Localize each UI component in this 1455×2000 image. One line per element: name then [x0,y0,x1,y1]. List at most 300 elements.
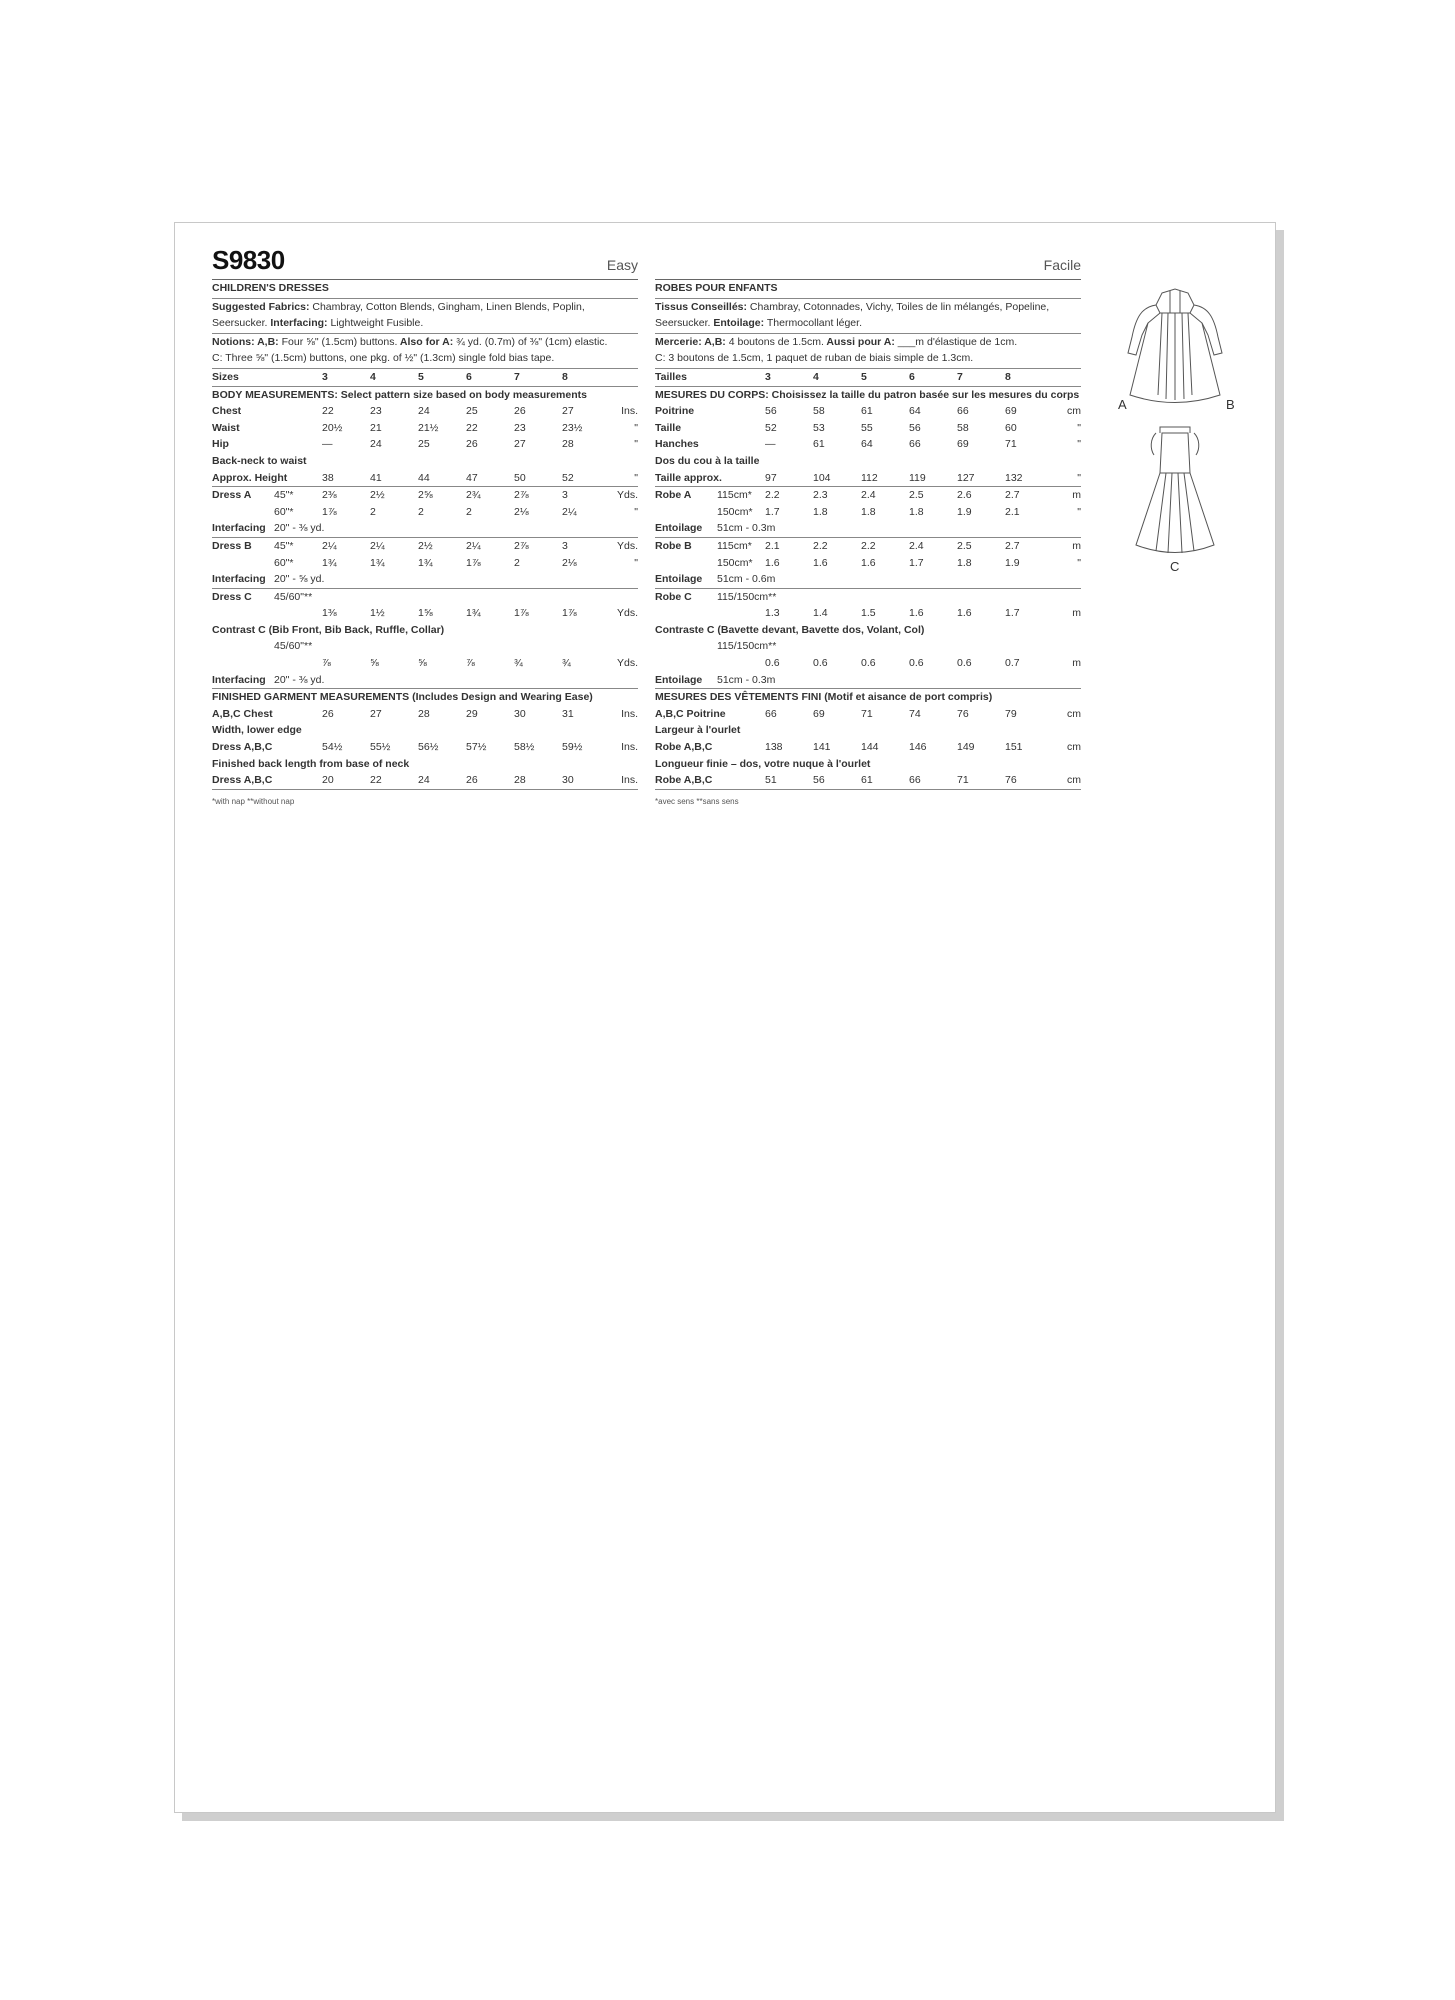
row-label: Interfacing [212,573,266,586]
cell-value [514,520,562,537]
row-label: A,B,C Poitrine [655,707,726,720]
cell-unit [1053,672,1081,689]
cell-value: 2⅞ [514,489,529,502]
table-row [655,504,1081,521]
row-label: A,B,C Chest [212,707,273,720]
cell-value: 0.6 [861,657,876,670]
cell-value: 1.6 [861,556,876,569]
cell-unit: Ins. [621,774,638,787]
cell-value: 2.5 [909,489,924,502]
cell-unit: " [1077,471,1081,484]
fabrics-en: Suggested Fabrics: Chambray, Cotton Blends, Gingham, Linen Blends, Poplin, Seersucker. Interfacing: Lightweight Fusible. [212,299,638,334]
row-subtype [717,436,765,453]
cell-value: 58½ [514,741,535,754]
cell-value [909,672,957,689]
cell-value: 2.2 [813,539,828,552]
cell-value: 141 [813,741,831,754]
size-value: 3 [322,370,328,383]
cell-unit: " [1077,556,1081,569]
table-dress_b_rows [655,538,1081,589]
cell-value [957,589,1005,606]
cell-value [514,571,562,588]
cell-value: 20 [322,774,334,787]
cell-value [466,520,514,537]
header-fr [655,253,1081,280]
table-row [212,520,638,537]
cell-value [909,571,957,588]
cell-value: 27 [514,438,526,451]
cell-value [514,672,562,689]
row-subtype [274,420,322,437]
cell-value: 61 [861,774,873,787]
cell-value [957,638,1005,655]
table-row [655,706,1081,723]
row-label: Dress C [212,590,252,603]
table-row [212,470,638,487]
cell-value: 149 [957,741,975,754]
cell-value: 2¼ [370,539,385,552]
cell-value [514,638,562,655]
cell-value: 52 [765,421,777,434]
sizes-row [212,369,638,387]
cell-value: 2⅛ [562,556,577,569]
garment-illustrations [1110,283,1240,573]
row-label: Robe C [655,590,692,603]
table-row [212,706,638,723]
cell-value: ¾ [514,657,523,670]
cell-value: 66 [957,405,969,418]
cell-unit: Ins. [621,741,638,754]
cell-value: 1⅞ [562,607,577,620]
cell-value: 1.5 [861,607,876,620]
row-subtype: 45/60"** [274,640,313,653]
size-value: 6 [909,370,915,383]
cell-value [1005,672,1053,689]
table-row [655,605,1081,622]
cell-value [861,520,909,537]
notions-fr: Mercerie: A,B: 4 boutons de 1.5cm. Aussi pour A: ___m d'élastique de 1cm. C: 3 boutons de 1.5cm, 1 paquet de ruban de biais simple de 1.3cm. [655,334,1081,369]
row-label [212,605,274,622]
cell-unit [1053,571,1081,588]
cell-value: 71 [1005,438,1017,451]
fabrics-fr: Tissus Conseillés: Chambray, Cotonnades, Vichy, Toiles de lin mélangés, Popeline, Seersucker. Entoilage: Thermocollant léger. [655,299,1081,334]
table-row [655,655,1081,672]
row-label: Longueur finie – dos, votre nuque à l'ourlet [655,757,871,770]
cell-value: 2.5 [957,539,972,552]
body-heading: BODY MEASUREMENTS: Select pattern size based on body measurements [212,388,587,401]
cell-value: 127 [957,471,975,484]
tables-fr [655,369,1081,790]
table-row [212,756,638,773]
cell-value: 1¾ [322,556,337,569]
cell-unit: Yds. [616,539,638,552]
cell-value: 60 [1005,421,1017,434]
cell-unit: cm [1067,741,1081,754]
cell-value: 53 [813,421,825,434]
cell-unit: Yds. [616,489,638,502]
cell-value: 22 [370,774,382,787]
table-row [655,571,1081,588]
cell-value: 2⅝ [418,489,433,502]
cell-value: 0.6 [813,657,828,670]
sizes-label: Tailles [655,370,687,383]
cell-unit: " [634,556,638,569]
cell-value: 2.3 [813,489,828,502]
cell-value: 0.6 [909,657,924,670]
cell-value: 52 [562,471,574,484]
cell-value: 66 [909,438,921,451]
row-label: Finished back length from base of neck [212,757,410,770]
table-row [212,504,638,521]
cell-value: 69 [813,707,825,720]
cell-value: 2.1 [765,539,780,552]
table-row [212,420,638,437]
cell-value [418,571,466,588]
row-subtype [717,739,765,756]
cell-value: 2 [466,505,472,518]
title-fr: ROBES POUR ENFANTS [655,280,1081,299]
cell-unit [1053,638,1081,655]
row-subtype: 45/60"** [274,590,313,603]
table-row [212,772,638,789]
table-row [212,605,638,622]
cell-value: 25 [418,438,430,451]
cell-value [562,672,610,689]
footnote-fr: *avec sens **sans sens [655,796,739,806]
row-subtype [274,655,322,672]
cell-value: 144 [861,741,879,754]
size-value: 8 [562,370,568,383]
cell-unit [610,672,638,689]
table-finished_rows [655,706,1081,790]
cell-unit: " [634,471,638,484]
cell-value: 22 [466,421,478,434]
cell-unit [1053,520,1081,537]
row-label: Robe A,B,C [655,774,713,787]
cell-value: 64 [861,438,873,451]
cell-unit: " [634,438,638,451]
cell-value [466,571,514,588]
cell-value: 58 [957,421,969,434]
tables-en [212,369,638,790]
cell-value: 22 [322,405,334,418]
row-subtype: 150cm* [717,505,753,518]
row-label: Entoilage [655,522,703,535]
cell-unit [610,589,638,606]
table-dress_c_rows [212,589,638,690]
cell-unit: cm [1067,707,1081,720]
cell-value: 56 [813,774,825,787]
cell-value: 71 [861,707,873,720]
cell-value: 132 [1005,471,1023,484]
cell-unit: " [1077,421,1081,434]
row-subtype [274,605,322,622]
cell-value: 1.4 [813,607,828,620]
cell-value: 2.2 [861,539,876,552]
cell-value: 23 [514,421,526,434]
size-value: 5 [861,370,867,383]
cell-value [418,589,466,606]
cell-value: 24 [370,438,382,451]
cell-value: 1.6 [765,556,780,569]
cell-value: 2 [514,556,520,569]
row-label: Dress A,B,C [212,774,273,787]
cell-value: 1.8 [909,505,924,518]
cell-value: 2¾ [466,489,481,502]
row-label: Poitrine [655,405,695,418]
row-subtype: 115cm* [717,489,752,502]
cell-value: 27 [370,707,382,720]
table-row [655,453,1081,470]
cell-value [909,638,957,655]
cell-value: 1⅝ [418,607,433,620]
row-label: Dress A,B,C [212,741,273,754]
table-row [655,436,1081,453]
row-label: Largeur à l'ourlet [655,724,741,737]
cell-value [861,672,909,689]
cell-value [861,589,909,606]
cell-value: ⅝ [370,657,379,670]
cell-value: 69 [1005,405,1017,418]
row-label [212,555,274,572]
english-column [212,245,639,810]
size-value: 4 [370,370,376,383]
table-row [655,739,1081,756]
cell-value: 1.8 [813,505,828,518]
cell-value: 61 [813,438,825,451]
cell-value [957,520,1005,537]
cell-unit: cm [1067,405,1081,418]
label-c: C [1170,559,1180,574]
table-row [655,589,1081,606]
row-subtype [274,436,322,453]
row-label [212,655,274,672]
table-row [212,538,638,555]
size-value: 3 [765,370,771,383]
cell-value: 38 [322,471,334,484]
cell-value: 41 [370,471,382,484]
cell-value: 69 [957,438,969,451]
cell-value: 28 [514,774,526,787]
french-column [655,253,1081,810]
cell-value [418,520,466,537]
cell-value: 146 [909,741,927,754]
cell-value: 30 [562,774,574,787]
cell-value: 56½ [418,741,439,754]
cell-value: 1⅜ [322,607,337,620]
cell-value: 2¼ [562,505,577,518]
cell-value: 58 [813,405,825,418]
footnote-en: *with nap **without nap [212,796,295,806]
row-label: Width, lower edge [212,724,302,737]
cell-value: 64 [909,405,921,418]
row-label [655,605,717,622]
cell-unit: Ins. [621,707,638,720]
table-row [655,555,1081,572]
cell-value: — [322,438,333,451]
row-subtype: 45"* [274,489,294,502]
cell-value: ⅝ [418,657,427,670]
cell-value: 1⅞ [322,505,337,518]
cell-value: 1.3 [765,607,780,620]
cell-unit: Ins. [621,405,638,418]
cell-value [562,638,610,655]
cell-value: 1.8 [957,556,972,569]
row-label: Entoilage [655,673,703,686]
cell-value: 23½ [562,421,583,434]
cell-unit: m [1072,607,1082,620]
cell-value [562,589,610,606]
cell-value: 27 [562,405,574,418]
cell-unit: " [634,421,638,434]
table-dress_a_rows [212,487,638,538]
row-subtype [274,403,322,420]
row-subtype: 51cm - 0.6m [717,573,776,586]
cell-value: 112 [861,471,878,484]
cell-value: 21 [370,421,382,434]
cell-value: 79 [1005,707,1017,720]
row-label [212,638,274,655]
row-label: Dress B [212,539,252,552]
table-row [655,622,1081,639]
row-subtype [274,772,322,789]
table-row [655,772,1081,789]
table-row [655,672,1081,689]
table-row [212,739,638,756]
row-label: Hip [212,438,229,451]
row-subtype [274,706,322,723]
row-subtype: 115/150cm** [717,590,777,603]
row-subtype: 60"* [274,556,294,569]
cell-value [466,589,514,606]
table-row [655,487,1081,504]
size-value: 7 [957,370,963,383]
table-dress_b_rows [212,538,638,589]
cell-value: 1.6 [957,607,972,620]
row-label: Taille approx. [655,471,722,484]
cell-value: 28 [418,707,430,720]
cell-unit [1053,589,1081,606]
cell-value: 2.4 [909,539,924,552]
cell-unit: Yds. [617,607,639,620]
cell-value: 1¾ [466,607,481,620]
row-subtype [717,772,765,789]
table-row [212,487,638,504]
table-row [655,756,1081,773]
cell-value [957,571,1005,588]
table-row [212,453,638,470]
row-label: Contrast C (Bib Front, Bib Back, Ruffle, Collar) [212,623,445,636]
row-label [655,655,717,672]
table-row [212,638,638,655]
table-row [212,622,638,639]
cell-value: 0.7 [1005,657,1020,670]
cell-unit: Yds. [617,657,639,670]
row-subtype [717,403,765,420]
pattern-envelope-back [174,222,1276,1813]
row-subtype: 20" - ⅜ yd. [274,522,325,535]
size-value: 6 [466,370,472,383]
cell-value [1005,571,1053,588]
cell-value [909,589,957,606]
dress-ab-illustration [1110,283,1240,573]
cell-value: 66 [765,707,777,720]
cell-value: ⅞ [466,657,475,670]
pattern-code: S9830 [212,245,285,275]
table-row [655,520,1081,537]
cell-value: 29 [466,707,478,720]
cell-value: 1½ [370,607,385,620]
cell-value: 1.9 [1005,556,1020,569]
row-label: Dos du cou à la taille [655,454,760,467]
cell-value: 0.6 [765,657,780,670]
cell-value: 2⅞ [514,539,529,552]
cell-value: 2.4 [861,489,876,502]
cell-value: 3 [562,489,568,502]
cell-value: 51 [765,774,777,787]
table-row [655,470,1081,487]
cell-value: 1¾ [370,556,385,569]
cell-value: 138 [765,741,783,754]
cell-value: 2 [370,505,376,518]
label-a: A [1118,397,1127,412]
cell-value: 2.7 [1005,489,1020,502]
cell-value: 54½ [322,741,343,754]
cell-value [562,520,610,537]
cell-value: 2.7 [1005,539,1020,552]
size-value: 4 [813,370,819,383]
cell-value: 26 [514,405,526,418]
cell-unit: m [1072,657,1082,670]
title-en: CHILDREN'S DRESSES [212,280,638,299]
cell-value: 1.7 [1005,607,1020,620]
table-row [212,589,638,606]
row-label: Dress A [212,489,252,502]
cell-unit: " [1077,438,1081,451]
table-body_rows [212,403,638,487]
cell-unit: m [1072,539,1081,552]
table-body_rows [655,403,1081,487]
table-dress_c_rows [655,589,1081,690]
row-label [655,504,717,521]
cell-value [861,638,909,655]
cell-value [418,638,466,655]
cell-value: 1⅞ [466,556,481,569]
table-row [212,672,638,689]
row-label [655,638,717,655]
cell-value: 74 [909,707,921,720]
row-label: Waist [212,421,240,434]
cell-value [909,520,957,537]
cell-value [514,589,562,606]
cell-value: 24 [418,774,430,787]
cell-value: 1.6 [813,556,828,569]
cell-value: 55½ [370,741,391,754]
row-label: Taille [655,421,682,434]
row-label: Entoilage [655,573,703,586]
cell-value: ⅞ [322,657,331,670]
cell-value: 31 [562,707,574,720]
cell-value: 2⅛ [514,505,529,518]
cell-unit [610,571,638,588]
row-label: Robe A [655,489,692,502]
cell-value: 28 [562,438,574,451]
cell-value: 20½ [322,421,343,434]
table-row [212,571,638,588]
row-subtype [717,605,765,622]
row-label: Chest [212,405,242,418]
row-subtype: 150cm* [717,556,753,569]
